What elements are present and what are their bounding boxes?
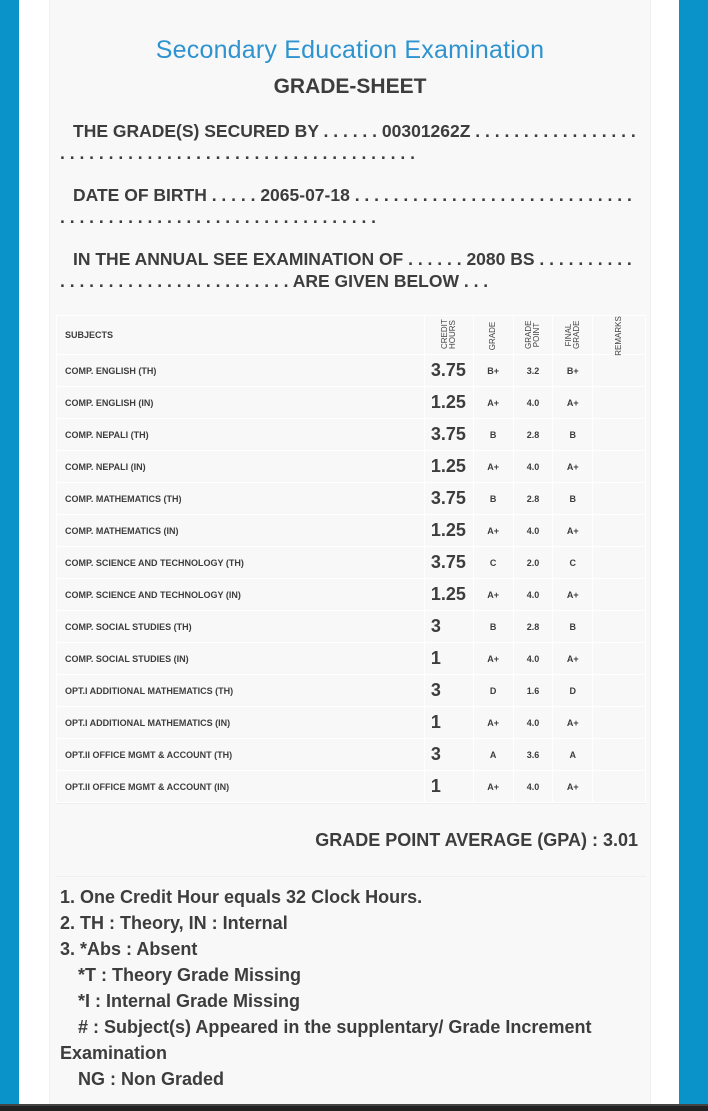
exam-title: Secondary Education Examination [155,36,545,64]
final-grade-cell: A+ [553,515,593,547]
subject-cell: COMP. SOCIAL STUDIES (TH) [57,611,425,643]
grades-table [56,315,646,803]
left-edge-bar [0,0,19,1104]
gpa-summary: GRADE POINT AVERAGE (GPA) : 3.01 [315,830,638,850]
grade-cell: A+ [473,579,513,611]
dob-text: DATE OF BIRTH . . . . . 2065-07-18 . . . . . . . . . . . . . . . . . . . . . . . . . . . . . . . . . . . . . . . . . . . . . . . . . . . . . . . . . . . . . . [60,185,632,227]
table-row [57,419,646,451]
table-row [57,451,646,483]
remarks-cell [593,643,646,675]
grade-point-cell: 4.0 [513,579,553,611]
grade-point-cell: 2.0 [513,547,553,579]
grade-point-cell: 4.0 [513,387,553,419]
header-remarks-text: REMARKS [614,316,624,356]
table-row [57,515,646,547]
final-grade-cell: D [553,675,593,707]
final-grade-cell: B+ [553,355,593,387]
dob-line [60,184,640,228]
grade-point-cell: 4.0 [513,643,553,675]
subject-cell: COMP. MATHEMATICS (IN) [57,515,425,547]
final-grade-cell: A [553,739,593,771]
grade-cell: A+ [473,387,513,419]
grade-point-cell: 3.6 [513,739,553,771]
final-grade-cell: A+ [553,451,593,483]
remarks-cell [593,451,646,483]
remarks-cell [593,739,646,771]
subject-cell: OPT.II OFFICE MGMT & ACCOUNT (IN) [57,771,425,803]
notes-section [60,884,640,1092]
header-credit-hours [424,316,473,355]
credit-hours-cell: 1 [424,771,473,803]
table-row [57,739,646,771]
credit-hours-cell: 1.25 [424,451,473,483]
final-grade-cell: B [553,419,593,451]
subject-cell: OPT.II OFFICE MGMT & ACCOUNT (TH) [57,739,425,771]
credit-hours-cell: 1 [424,643,473,675]
grade-point-cell: 4.0 [513,707,553,739]
subject-cell: COMP. SCIENCE AND TECHNOLOGY (IN) [57,579,425,611]
remarks-cell [593,483,646,515]
subject-cell: COMP. SCIENCE AND TECHNOLOGY (TH) [57,547,425,579]
header-final-grade [553,316,593,355]
credit-hours-cell: 1.25 [424,387,473,419]
subject-cell: OPT.I ADDITIONAL MATHEMATICS (TH) [57,675,425,707]
table-row [57,355,646,387]
subject-cell: COMP. MATHEMATICS (TH) [57,483,425,515]
remarks-cell [593,579,646,611]
grade-sheet-heading: GRADE-SHEET [273,75,427,98]
table-bottom-divider [56,803,646,804]
grade-cell: D [473,675,513,707]
table-row [57,707,646,739]
table-row [57,579,646,611]
remarks-cell [593,387,646,419]
grade-point-cell: 2.8 [513,419,553,451]
header-remarks [593,316,646,355]
grade-cell: C [473,547,513,579]
notes-divider [56,876,646,877]
credit-hours-cell: 3 [424,611,473,643]
final-grade-cell: A+ [553,707,593,739]
grade-cell: A+ [473,515,513,547]
final-grade-cell: B [553,483,593,515]
credit-hours-cell: 3 [424,675,473,707]
final-grade-cell: C [553,547,593,579]
note-item: # : Subject(s) Appeared in the supplentary/ Grade Increment [78,1017,592,1037]
remarks-cell [593,771,646,803]
grade-cell: B [473,419,513,451]
final-grade-cell: A+ [553,579,593,611]
secured-by-text: THE GRADE(S) SECURED BY . . . . . . 00301262Z . . . . . . . . . . . . . . . . . . . . . . . . . . . . . . . . . . . . . . . . . . . . . . . . . . . . . . [60,121,636,163]
subject-cell: COMP. NEPALI (IN) [57,451,425,483]
note-item: NG : Non Graded [78,1069,225,1089]
note-item: 1. One Credit Hour equals 32 Clock Hours. [60,887,423,907]
table-row [57,675,646,707]
subject-cell: OPT.I ADDITIONAL MATHEMATICS (IN) [57,707,425,739]
exam-line [60,248,640,292]
table-row [57,643,646,675]
header-grade-text: GRADE [488,321,498,351]
header-grade [473,316,513,355]
grade-point-cell: 1.6 [513,675,553,707]
credit-hours-cell: 1.25 [424,579,473,611]
remarks-cell [593,419,646,451]
note-item: *T : Theory Grade Missing [78,965,302,985]
grade-cell: B [473,611,513,643]
subject-cell: COMP. ENGLISH (IN) [57,387,425,419]
credit-hours-cell: 3.75 [424,419,473,451]
grade-point-cell: 4.0 [513,451,553,483]
header-grade-point-text: GRADE POINT [523,320,541,349]
remarks-cell [593,547,646,579]
header-subjects: SUBJECTS [57,316,425,355]
exam-text: IN THE ANNUAL SEE EXAMINATION OF . . . . . . 2080 BS . . . . . . . . . . . . . . . . . . . . . . . . . . . . . . . . . . ARE GIVEN BELOW . . . [60,249,632,291]
header-credit-hours-text: CREDIT HOURS [439,319,457,349]
table-row [57,387,646,419]
subject-cell: COMP. SOCIAL STUDIES (IN) [57,643,425,675]
subject-cell: COMP. NEPALI (TH) [57,419,425,451]
grade-cell: B+ [473,355,513,387]
final-grade-cell: A+ [553,387,593,419]
credit-hours-cell: 3.75 [424,547,473,579]
note-item: *I : Internal Grade Missing [78,991,301,1011]
final-grade-cell: A+ [553,771,593,803]
note-item: 2. TH : Theory, IN : Internal [60,913,288,933]
bottom-nav-bar [0,1104,708,1111]
secured-by-line [60,120,640,164]
header-final-grade-text: FINAL GRADE [563,320,581,349]
right-edge-bar [679,0,708,1104]
credit-hours-cell: 3.75 [424,355,473,387]
table-row [57,547,646,579]
grade-point-cell: 4.0 [513,771,553,803]
grade-point-cell: 3.2 [513,355,553,387]
table-row [57,483,646,515]
grade-point-cell: 4.0 [513,515,553,547]
grade-cell: A [473,739,513,771]
grade-cell: A+ [473,643,513,675]
table-row [57,771,646,803]
credit-hours-cell: 1.25 [424,515,473,547]
credit-hours-cell: 1 [424,707,473,739]
table-row [57,611,646,643]
remarks-cell [593,515,646,547]
remarks-cell [593,707,646,739]
header-grade-point [513,316,553,355]
note-item: 3. *Abs : Absent [60,939,198,959]
subject-cell: COMP. ENGLISH (TH) [57,355,425,387]
grade-sheet-card [49,0,651,1104]
remarks-cell [593,611,646,643]
remarks-cell [593,675,646,707]
final-grade-cell: B [553,611,593,643]
grade-cell: A+ [473,771,513,803]
final-grade-cell: A+ [553,643,593,675]
grade-point-cell: 2.8 [513,483,553,515]
grade-cell: B [473,483,513,515]
credit-hours-cell: 3 [424,739,473,771]
note-item: Examination [60,1043,168,1063]
remarks-cell [593,355,646,387]
credit-hours-cell: 3.75 [424,483,473,515]
grade-point-cell: 2.8 [513,611,553,643]
table-header-row [57,316,646,355]
grade-cell: A+ [473,707,513,739]
grade-cell: A+ [473,451,513,483]
